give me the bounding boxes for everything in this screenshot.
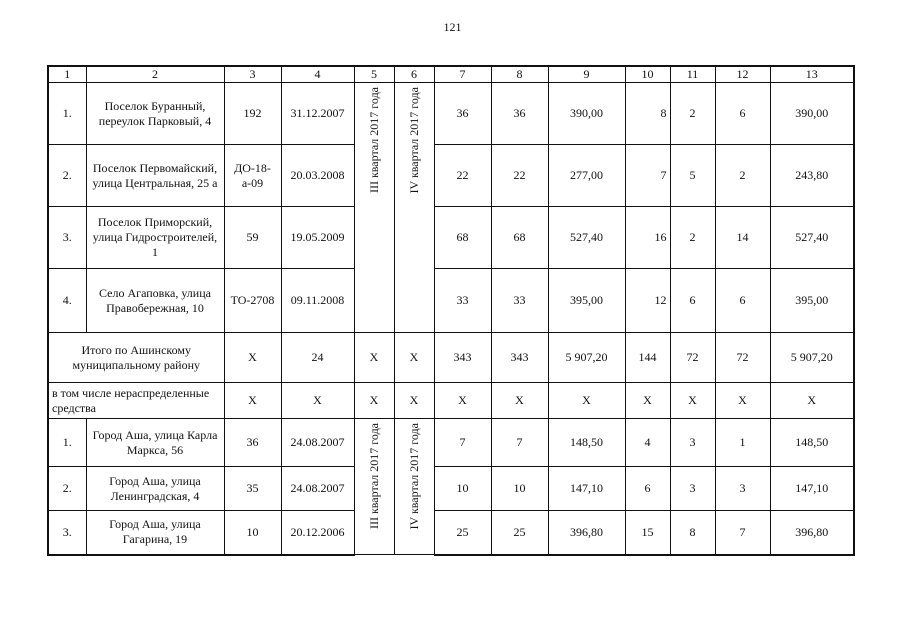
value-cell: 12	[625, 269, 670, 333]
number-cell: 35	[224, 467, 281, 511]
value-cell: 527,40	[770, 207, 854, 269]
value-cell: 25	[491, 511, 548, 555]
value-cell: 8	[670, 511, 715, 555]
address-cell: Город Аша, улица Ленинградская, 4	[86, 467, 224, 511]
quarter-cell	[354, 83, 394, 333]
header-cell: 12	[715, 66, 770, 83]
undistributed-row	[48, 383, 854, 419]
value-cell: Х	[394, 333, 434, 383]
value-cell: 6	[625, 467, 670, 511]
date-cell: 20.12.2006	[281, 511, 354, 555]
value-cell: 147,10	[548, 467, 625, 511]
value-cell: 390,00	[548, 83, 625, 145]
value-cell: Х	[491, 383, 548, 419]
header-cell: 7	[434, 66, 491, 83]
value-cell: 3	[670, 419, 715, 467]
value-cell: 527,40	[548, 207, 625, 269]
row-number: 1.	[48, 419, 86, 467]
value-cell: 22	[491, 145, 548, 207]
table-row	[48, 269, 854, 333]
date-cell: 31.12.2007	[281, 83, 354, 145]
value-cell: 5 907,20	[770, 333, 854, 383]
value-cell: 396,80	[548, 511, 625, 555]
value-cell: 6	[715, 269, 770, 333]
value-cell: 3	[715, 467, 770, 511]
value-cell: Х	[224, 383, 281, 419]
value-cell: 36	[434, 83, 491, 145]
value-cell: 68	[491, 207, 548, 269]
value-cell: 33	[491, 269, 548, 333]
row-number: 4.	[48, 269, 86, 333]
total-row	[48, 333, 854, 383]
number-cell: 192	[224, 83, 281, 145]
quarter-cell	[394, 419, 434, 555]
address-cell: Город Аша, улица Гагарина, 19	[86, 511, 224, 555]
header-cell: 2	[86, 66, 224, 83]
value-cell: 277,00	[548, 145, 625, 207]
value-cell: 14	[715, 207, 770, 269]
value-cell: 7	[715, 511, 770, 555]
value-cell: 396,80	[770, 511, 854, 555]
table-row	[48, 419, 854, 467]
quarter-label: III квартал 2017 года	[366, 423, 381, 530]
quarter-cell	[394, 83, 434, 333]
value-cell: Х	[394, 383, 434, 419]
value-cell: 243,80	[770, 145, 854, 207]
value-cell: 22	[434, 145, 491, 207]
value-cell: 148,50	[548, 419, 625, 467]
header-cell: 9	[548, 66, 625, 83]
header-cell: 3	[224, 66, 281, 83]
row-number: 1.	[48, 83, 86, 145]
header-cell: 10	[625, 66, 670, 83]
value-cell: 147,10	[770, 467, 854, 511]
value-cell: Х	[354, 333, 394, 383]
value-cell: Х	[770, 383, 854, 419]
table-row	[48, 511, 854, 555]
number-cell: 36	[224, 419, 281, 467]
table-row	[48, 207, 854, 269]
header-cell: 13	[770, 66, 854, 83]
value-cell: 33	[434, 269, 491, 333]
header-cell: 1	[48, 66, 86, 83]
table-row	[48, 83, 854, 145]
data-table	[47, 65, 855, 556]
value-cell: 68	[434, 207, 491, 269]
value-cell: 7	[491, 419, 548, 467]
value-cell: Х	[354, 383, 394, 419]
value-cell: 343	[491, 333, 548, 383]
value-cell: 10	[434, 467, 491, 511]
number-cell: ДО-18-а-09	[224, 145, 281, 207]
number-cell: 10	[224, 511, 281, 555]
value-cell: Х	[224, 333, 281, 383]
value-cell: 5	[670, 145, 715, 207]
value-cell: 2	[670, 83, 715, 145]
value-cell: 72	[670, 333, 715, 383]
value-cell: Х	[434, 383, 491, 419]
date-cell: 09.11.2008	[281, 269, 354, 333]
header-cell: 5	[354, 66, 394, 83]
value-cell: 2	[715, 145, 770, 207]
address-cell: Город Аша, улица Карла Маркса, 56	[86, 419, 224, 467]
row-number: 3.	[48, 511, 86, 555]
value-cell: 390,00	[770, 83, 854, 145]
number-cell: 59	[224, 207, 281, 269]
row-number: 2.	[48, 145, 86, 207]
value-cell: Х	[670, 383, 715, 419]
value-cell: 144	[625, 333, 670, 383]
value-cell: 36	[491, 83, 548, 145]
value-cell: Х	[715, 383, 770, 419]
header-row	[48, 66, 854, 83]
quarter-label: III квартал 2017 года	[366, 87, 381, 194]
header-cell: 8	[491, 66, 548, 83]
value-cell: 7	[434, 419, 491, 467]
total-label: Итого по Ашинскому муниципальному району	[48, 333, 224, 383]
header-cell: 6	[394, 66, 434, 83]
address-cell: Поселок Буранный, переулок Парковый, 4	[86, 83, 224, 145]
address-cell: Поселок Приморский, улица Гидростроителей, 1	[86, 207, 224, 269]
value-cell: 395,00	[548, 269, 625, 333]
date-cell: 24.08.2007	[281, 419, 354, 467]
table-row	[48, 467, 854, 511]
value-cell: 25	[434, 511, 491, 555]
value-cell: 72	[715, 333, 770, 383]
date-cell: 19.05.2009	[281, 207, 354, 269]
value-cell: Х	[281, 383, 354, 419]
undistributed-label: в том числе нераспределенные средства	[48, 383, 224, 419]
value-cell: 395,00	[770, 269, 854, 333]
value-cell: 2	[670, 207, 715, 269]
value-cell: 343	[434, 333, 491, 383]
value-cell: 24	[281, 333, 354, 383]
number-cell: ТО-2708	[224, 269, 281, 333]
value-cell: 5 907,20	[548, 333, 625, 383]
value-cell: 8	[625, 83, 670, 145]
value-cell: 6	[670, 269, 715, 333]
value-cell: 7	[625, 145, 670, 207]
quarter-label: IV квартал 2017 года	[406, 423, 421, 530]
row-number: 2.	[48, 467, 86, 511]
value-cell: 3	[670, 467, 715, 511]
value-cell: Х	[548, 383, 625, 419]
value-cell: 6	[715, 83, 770, 145]
page-number: 121	[443, 20, 462, 34]
row-number: 3.	[48, 207, 86, 269]
value-cell: 15	[625, 511, 670, 555]
address-cell: Село Агаповка, улица Правобережная, 10	[86, 269, 224, 333]
address-cell: Поселок Первомайский, улица Центральная, 25 а	[86, 145, 224, 207]
header-cell: 11	[670, 66, 715, 83]
date-cell: 24.08.2007	[281, 467, 354, 511]
table-row	[48, 145, 854, 207]
value-cell: 4	[625, 419, 670, 467]
header-cell: 4	[281, 66, 354, 83]
value-cell: 10	[491, 467, 548, 511]
quarter-label: IV квартал 2017 года	[406, 87, 421, 194]
date-cell: 20.03.2008	[281, 145, 354, 207]
value-cell: Х	[625, 383, 670, 419]
value-cell: 148,50	[770, 419, 854, 467]
value-cell: 16	[625, 207, 670, 269]
value-cell: 1	[715, 419, 770, 467]
quarter-cell	[354, 419, 394, 555]
